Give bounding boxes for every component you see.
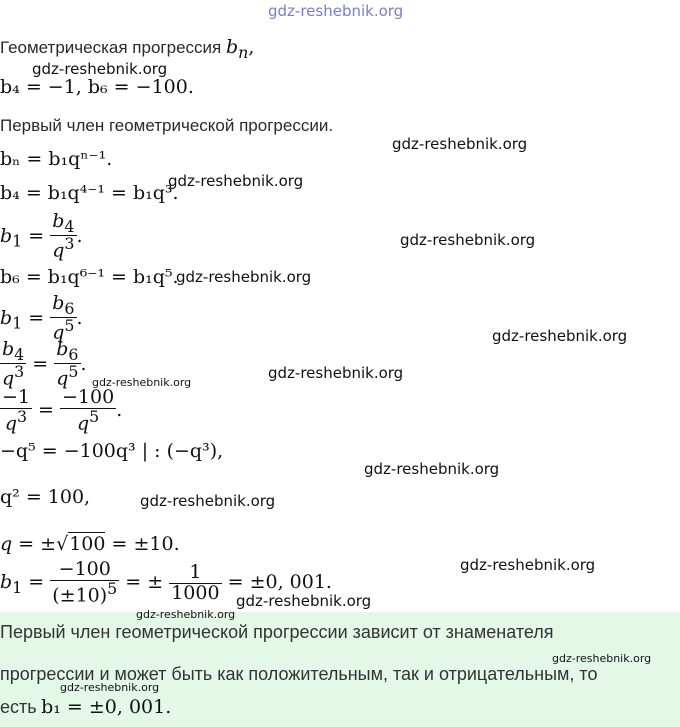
conclusion-line-1: Первый член геометрической прогрессии зависит от знаменателя xyxy=(0,622,554,642)
numerator: −1 xyxy=(2,386,31,408)
step-b6-formula: b₆ = b₁q⁶⁻¹ = b₁q⁵. xyxy=(0,266,179,288)
watermark-small: gdz-reshebnik.org xyxy=(92,376,192,389)
step-q-squared: q² = 100, xyxy=(0,486,91,508)
denominator: 1000 xyxy=(171,581,220,604)
step-substitute-values: $\frac{-1}{q^3}$ = $\frac{-100}{q^5}$ . xyxy=(2,386,123,435)
given-label-text: Геометрическая прогрессия xyxy=(0,38,222,57)
watermark-small: gdz-reshebnik.org xyxy=(552,652,652,665)
step-cross-multiply: −q⁵ = −100q³ | : (−q³), xyxy=(0,440,224,462)
watermark: gdz-reshebnik.org xyxy=(168,172,304,190)
step-equate-b1: $\frac{b_4}{q^3}$ = $\frac{b_6}{q^5}$ . xyxy=(2,338,87,390)
numerator: −100 xyxy=(50,560,119,581)
denominator: $(\pm 10)^5$ xyxy=(52,578,118,607)
watermark: gdz-reshebnik.org xyxy=(268,364,404,382)
watermark: gdz-reshebnik.org xyxy=(392,135,528,153)
watermark: gdz-reshebnik.org xyxy=(364,460,500,478)
fraction xyxy=(54,340,80,390)
fraction xyxy=(50,294,76,344)
watermark-top: gdz-reshebnik.org xyxy=(268,2,404,20)
watermark: gdz-reshebnik.org xyxy=(492,327,628,345)
denominator: $q^3$ xyxy=(4,406,28,435)
task-title: Первый член геометрической прогрессии. xyxy=(0,116,334,135)
conclusion-line-2: прогрессии и может быть как положительным, так и отрицательным, то xyxy=(0,664,598,684)
fraction xyxy=(0,388,32,434)
conclusion-line-3 xyxy=(0,696,171,718)
fraction xyxy=(0,340,26,390)
numerator: −100 xyxy=(62,386,115,408)
watermark: gdz-reshebnik.org xyxy=(400,231,536,249)
given-sequence-symbol: $b_n$, xyxy=(225,36,255,62)
watermark: gdz-reshebnik.org xyxy=(140,492,276,510)
step-b1-result: $b_1$ = $\frac{-100}{(\pm 10)^5}$ = ± $\frac{1}{1000}$ = ±0, 001. xyxy=(0,558,332,607)
denominator: $q^5$ xyxy=(52,316,75,344)
denominator: $q^3$ xyxy=(2,362,25,390)
fraction xyxy=(50,212,76,262)
numerator: $b_6$ xyxy=(56,338,79,364)
conclusion-box xyxy=(0,612,680,727)
denominator: $q^3$ xyxy=(52,234,75,262)
watermark: gdz-reshebnik.org xyxy=(32,60,168,78)
numerator: $b_6$ xyxy=(52,292,75,318)
denominator: $q^5$ xyxy=(56,362,79,390)
numerator: $b_4$ xyxy=(52,210,75,236)
conclusion-math: b₁ = ±0, 001. xyxy=(41,696,172,718)
fraction xyxy=(50,560,119,606)
watermark-small: gdz-reshebnik.org xyxy=(136,608,236,621)
step-b1-from-b6: $b_1$ = $\frac{b_6}{q^5}$ . xyxy=(0,292,83,344)
watermark: gdz-reshebnik.org xyxy=(460,556,596,574)
numerator: $b_4$ xyxy=(2,338,25,364)
fraction xyxy=(169,560,221,604)
given-values: b₄ = −1, b₆ = −100. xyxy=(0,76,194,98)
fraction xyxy=(60,388,116,434)
step-general-formula: bₙ = b₁qⁿ⁻¹. xyxy=(0,148,113,170)
step-b4-formula: b₄ = b₁q⁴⁻¹ = b₁q³. xyxy=(0,182,179,204)
watermark-small: gdz-reshebnik.org xyxy=(60,681,160,694)
watermark: gdz-reshebnik.org xyxy=(236,592,372,610)
given-label xyxy=(0,36,254,62)
numerator: 1 xyxy=(169,563,221,584)
radicand: 100 xyxy=(69,533,106,555)
conclusion-prefix: есть xyxy=(0,697,37,717)
step-b1-from-b4: $b_1$ = $\frac{b_4}{q^3}$ . xyxy=(0,210,83,262)
step-q-value: q = ±√100 = ±10. xyxy=(0,533,180,555)
watermark: gdz-reshebnik.org xyxy=(176,268,312,286)
denominator: $q^5$ xyxy=(76,406,100,435)
